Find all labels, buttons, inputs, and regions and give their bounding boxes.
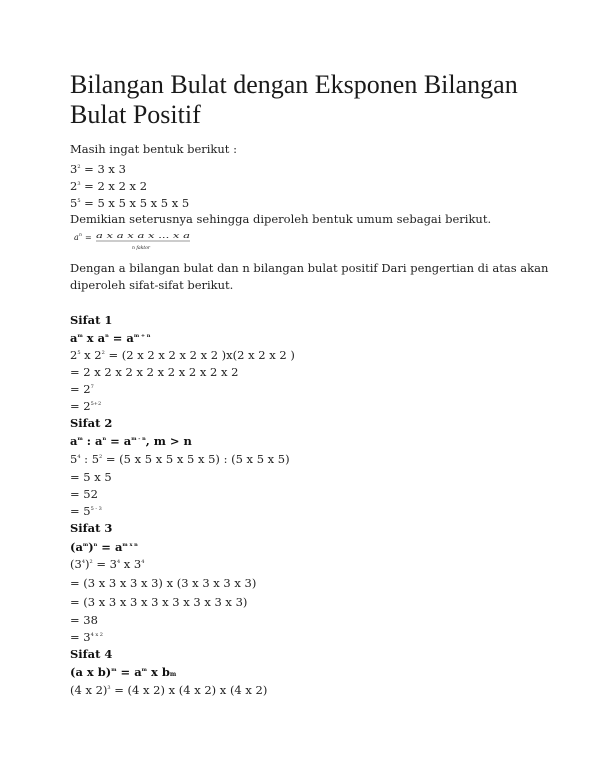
example-2-cubed: $2^3 = 2$ x 2 x 2 [70,179,148,193]
sifat-2-example-line: $5^4$ : $5^2 = (5$ x 5 x 5 x 5 x 5) : (5 x 5 x 5) [70,452,290,466]
sifat-1-heading: Sifat 1 [70,313,113,327]
sifat-3-example-line: = 38 [70,613,98,627]
page-title: Bilangan Bulat dengan Eksponen Bilangan Bulat Positif [70,70,518,129]
sifat-4-heading: Sifat 4 [70,647,113,661]
sifat-4-example-line: (4 x 2)$^3$ = (4 x 2) x (4 x 2) x (4 x 2) [70,683,268,697]
sifat-2-example-line: = 52 [70,487,98,501]
general-form-intro: Demikian seterusnya sehingga diperoleh bentuk umum sebagai berikut. [70,212,492,226]
sifat-1-rule: $a^m$ x $a^n = a^{m + n}$ [70,331,151,345]
paragraph-line-2: diperoleh sifat-sifat berikut. [70,278,234,292]
formula-lhs: a [74,233,79,242]
sifat-3-example-line: = (3 x 3 x 3 x 3 x 3 x 3 x 3 x 3) [70,595,248,609]
sifat-2-example-line: = 5 x 5 [70,470,112,484]
sifat-4-rule: (a x $b)^m = a^m$ x bm [70,665,177,679]
paragraph-line-1: Dengan a bilangan bulat dan n bilangan bulat positif Dari pengertian di atas akan [70,261,549,275]
sifat-1-example-line: = $2^7$ [70,382,94,396]
formula-factor-label: n faktor [132,246,151,251]
formula-product: a x a x a x ... x a [96,231,190,240]
sifat-2-example-line: = $5^{5 - 3}$ [70,504,102,518]
sifat-3-rule: $(a^m)^n = a^{m x n}$ [70,540,138,554]
sifat-3-heading: Sifat 3 [70,521,113,535]
sifat-1-example-line: $2^5$ x $2^2 = (2$ x 2 x 2 x 2 x 2 )x(2 x 2 x 2 ) [70,348,295,362]
intro-line: Masih ingat bentuk berikut : [70,142,237,156]
sifat-3-example-line: $(3^4)^2 = 3^4$ x $3^4$ [70,557,145,571]
sifat-3-example-line: = (3 x 3 x 3 x 3) x (3 x 3 x 3 x 3) [70,576,257,590]
example-3-squared: $3^2 = 3$ x 3 [70,162,126,176]
general-form-formula [72,228,202,254]
example-5-pow5: $5^5 = 5$ x 5 x 5 x 5 x 5 [70,196,190,210]
sifat-2-rule: $a^m$ : $a^n = a^{m - n}$, m > n [70,434,192,448]
formula-equals: = [85,233,92,242]
sifat-2-heading: Sifat 2 [70,416,113,430]
sifat-1-example-line: = $2^{5+2}$ [70,399,102,413]
formula-lhs-exponent: n [79,233,82,238]
sifat-3-example-line: = $3^{4 x 2}$ [70,630,103,644]
sifat-1-example-line: = 2 x 2 x 2 x 2 x 2 x 2 x 2 x 2 [70,365,239,379]
